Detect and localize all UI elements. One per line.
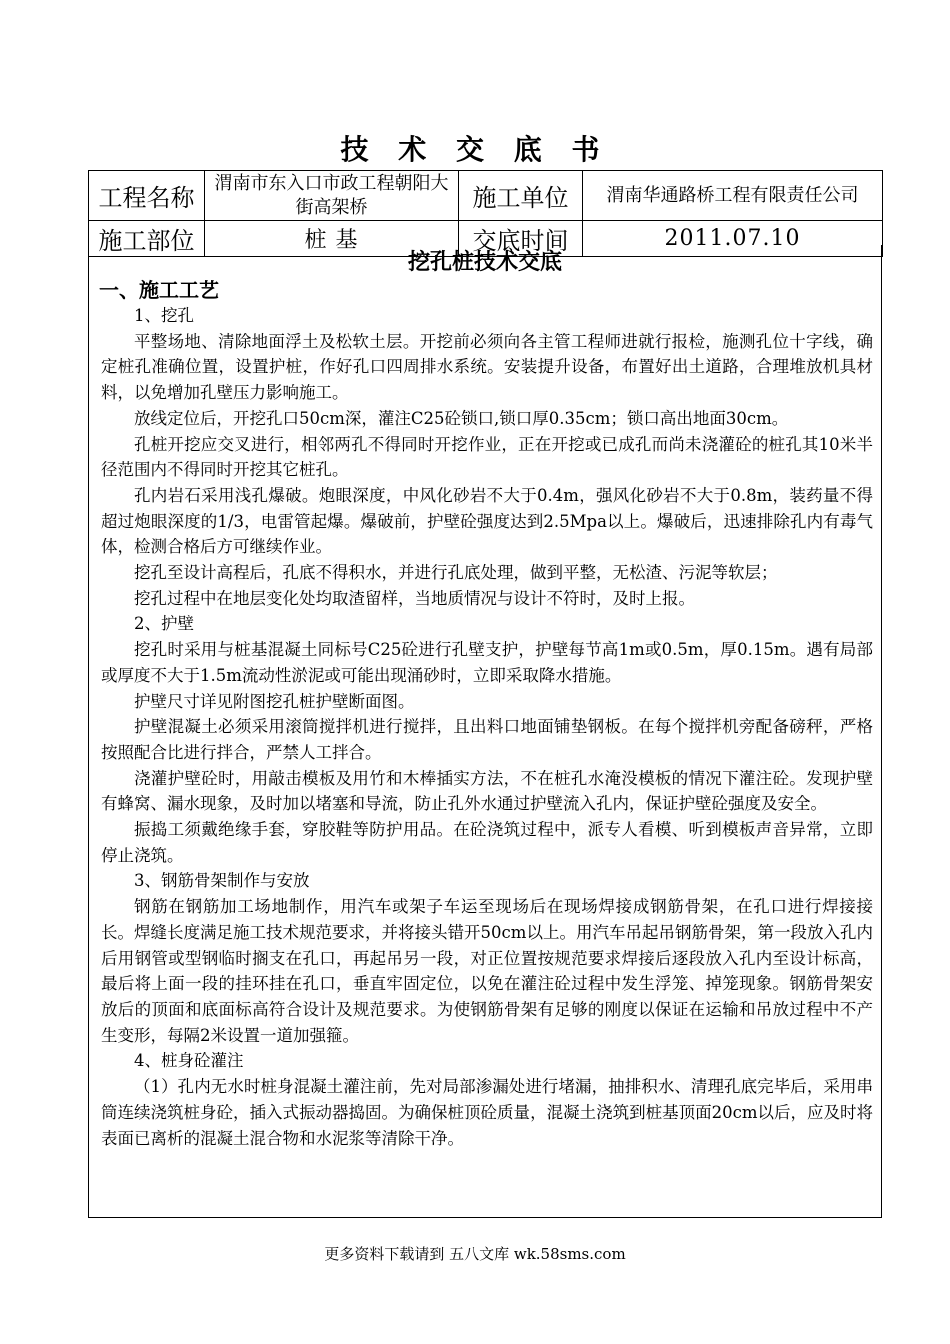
part-value: 桩 基 xyxy=(205,221,459,257)
part-label: 施工部位 xyxy=(89,221,205,257)
time-label: 交底时间 xyxy=(459,221,583,257)
paragraph: 孔内岩石采用浅孔爆破。炮眼深度，中风化砂岩不大于0.4m，强风化砂岩不大于0.8m，装药量不得超过炮眼深度的1/3，电雷管起爆。爆破前，护壁砼强度达到2.5Mpa以上。爆破后，迅速排除孔内有毒气体，检测合格后方可继续作业。 xyxy=(101,485,873,557)
subheading-rebar-cage: 3、钢筋骨架制作与安放 xyxy=(134,871,310,891)
content-box xyxy=(88,245,882,1218)
paragraph: 挖孔至设计高程后，孔底不得积水，并进行孔底处理，做到平整，无松渣、污泥等软层； xyxy=(134,563,778,583)
unit-value: 渭南华通路桥工程有限责任公司 xyxy=(583,171,883,221)
paragraph: 孔桩开挖应交叉进行，相邻两孔不得同时开挖作业，正在开挖或已成孔而尚未浇灌砼的桩孔其10米半径范围内不得同时开挖其它桩孔。 xyxy=(101,434,873,480)
paragraph: 平整场地、清除地面浮土及松软土层。开挖前必须向各主管工程师进就行报检，施测孔位十字线，确定桩孔准确位置，设置护桩，作好孔口四周排水系统。安装提升设备，布置好出土道路，合理堆放机具材料，以免增加孔壁压力影响施工。 xyxy=(101,331,873,403)
unit-label: 施工单位 xyxy=(459,171,583,221)
paragraph: 钢筋在钢筋加工场地制作，用汽车或架子车运至现场后在现场焊接成钢筋骨架，在孔口进行焊接接长。焊缝长度满足施工技术规范要求，并将接头错开50cm以上。用汽车吊起吊钢筋骨架，第一段放入孔内后用钢管或型钢临时搁支在孔口，再起吊另一段，对正位置按规范要求焊接后逐段放入孔内至设计标高，最后将上面一段的挂环挂在孔口，垂直牢固定位，以免在灌注砼过程中发生浮笼、掉笼现象。钢筋骨架安放后的顶面和底面标高符合设计及规范要求。为使钢筋骨架有足够的刚度以保证在运输和吊放过程中不产生变形，每隔2米设置一道加强箍。 xyxy=(101,897,873,1045)
paragraph: 浇灌护壁砼时，用敲击模板及用竹和木棒插实方法，不在桩孔水淹没模板的情况下灌注砼。发现护壁有蜂窝、漏水现象，及时加以堵塞和导流，防止孔外水通过护壁流入孔内，保证护壁砼强度及安全。 xyxy=(101,768,873,814)
time-value: 2011.07.10 xyxy=(583,221,883,257)
paragraph: 护壁尺寸详见附图挖孔桩护壁断面图。 xyxy=(134,691,415,711)
paragraph: 挖孔时采用与桩基混凝土同标号C25砼进行孔壁支护，护壁每节高1m或0.5m，厚0.15m。遇有局部或厚度不大于1.5m流动性淤泥或可能出现涌砂时，立即采取降水措施。 xyxy=(101,640,873,685)
section-title: 挖孔桩技术交底 xyxy=(407,249,562,275)
info-table xyxy=(88,170,883,257)
paragraph: 挖孔过程中在地层变化处均取渣留样，当地质情况与设计不符时，及时上报。 xyxy=(134,588,695,608)
paragraph: （1）孔内无水时桩身混凝土灌注前，先对局部渗漏处进行堵漏，抽排积水、清理孔底完毕后，采用串筒连续浇筑桩身砼，插入式振动器捣固。为确保桩顶砼质量，混凝土浇筑到桩基顶面20cm以后，应及时将表面已离析的混凝土混合物和水泥浆等清除干净。 xyxy=(101,1077,873,1148)
subheading-retaining-wall: 2、护壁 xyxy=(134,614,194,634)
paragraph: 护壁混凝土必须采用滚筒搅拌机进行搅拌，且出料口地面铺垫钢板。在每个搅拌机旁配备磅秤，严格按照配合比进行拌合，严禁人工拌合。 xyxy=(101,717,873,762)
footer-note: 更多资料下载请到 五八文库 wk.58sms.com xyxy=(324,1245,626,1263)
subheading-excavation: 1、挖孔 xyxy=(134,306,194,325)
project-label: 工程名称 xyxy=(89,171,205,221)
heading-construction-process: 一、施工工艺 xyxy=(99,278,219,302)
subheading-concrete-pouring: 4、桩身砼灌注 xyxy=(134,1051,244,1071)
body-text xyxy=(89,277,881,1151)
project-value: 渭南市东入口市政工程朝阳大街高架桥 xyxy=(205,171,459,221)
document-title: 技 术 交 底 书 xyxy=(340,133,610,166)
paragraph: 放线定位后，开挖孔口50cm深，灌注C25砼锁口,锁口厚0.35cm；锁口高出地面30cm。 xyxy=(134,408,789,428)
paragraph: 振捣工须戴绝缘手套，穿胶鞋等防护用品。在砼浇筑过程中，派专人看模、听到模板声音异常，立即停止浇筑。 xyxy=(101,820,873,865)
